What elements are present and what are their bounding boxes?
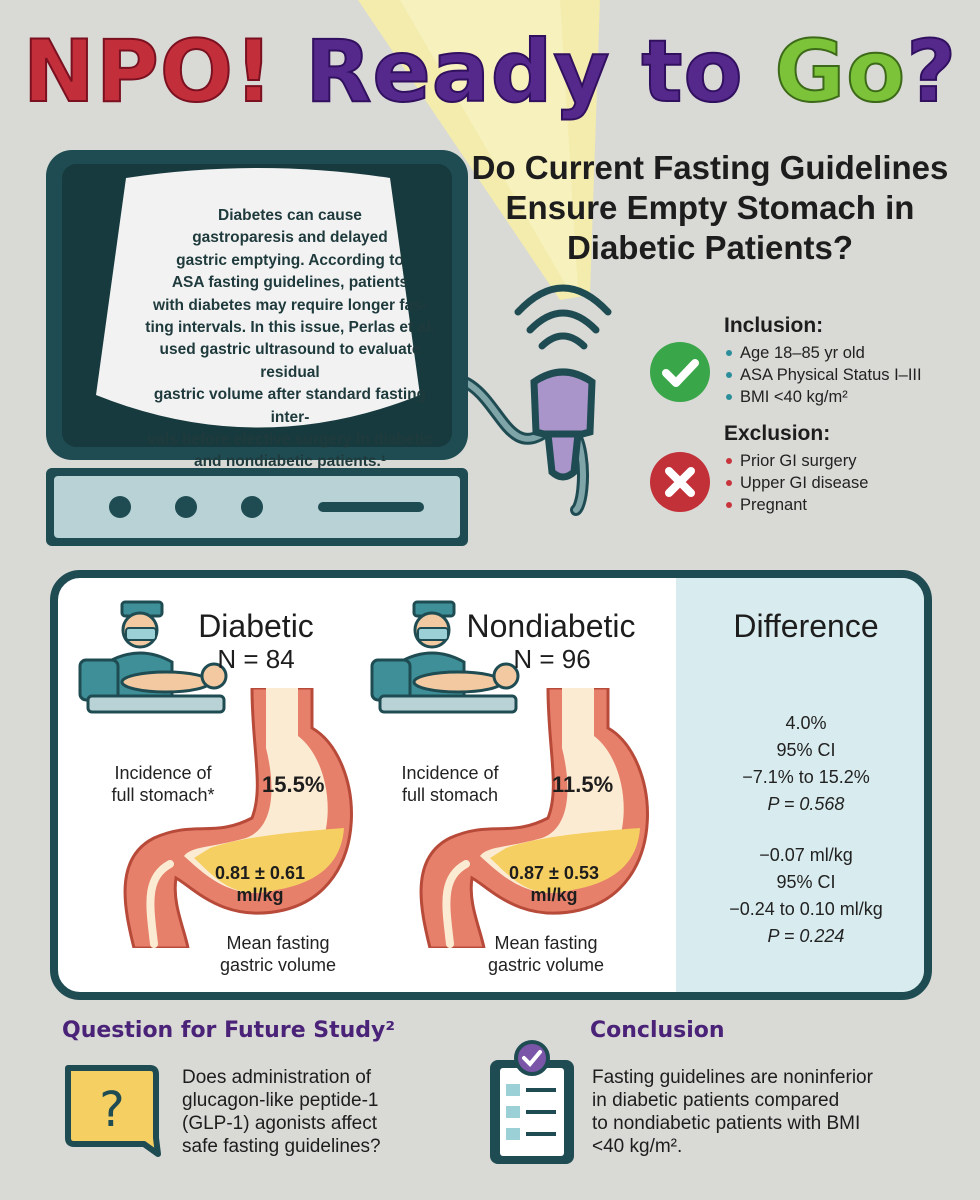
research-question: Do Current Fasting Guidelines Ensure Empty Stomach in Diabetic Patients?	[471, 149, 949, 266]
title-to: to	[641, 22, 744, 122]
diabetic-incidence-label: Incidence of full stomach*	[111, 763, 215, 805]
list-item: BMI <40 kg/m²	[724, 386, 974, 408]
intro-text: Diabetes can cause gastroparesis and delayed gastric emptying. According to ASA fasting guidelines, patients with diabetes may require longer fas- ting intervals. In this issue, Perlas et al. used gastric ultrasound to evaluate residual gastric volume after standard fasting inter- vals before elective surgery in diabetic and nondiabetic patients.¹	[145, 207, 435, 471]
x-icon	[648, 450, 712, 514]
inclusion-heading: Inclusion:	[724, 314, 824, 337]
clipboard-checklist-icon	[484, 1036, 580, 1168]
difference-title: Difference	[733, 608, 879, 644]
difference-incidence: 4.0% 95% CI −7.1% to 15.2% P = 0.568	[742, 713, 870, 814]
future-study-heading: Question for Future Study²	[62, 1018, 396, 1043]
inclusion-section	[724, 314, 974, 408]
diabetic-volume: 0.81 ± 0.61 ml/kg	[215, 863, 305, 905]
diabetic-n: N = 84	[217, 644, 295, 674]
svg-text:?: ?	[99, 1082, 125, 1138]
list-item: Prior GI surgery	[724, 450, 974, 472]
results-panel	[50, 570, 932, 1000]
inclusion-list	[724, 342, 974, 408]
list-item: ASA Physical Status I–III	[724, 364, 974, 386]
title-go: Go	[774, 22, 907, 122]
stomach-icon	[114, 688, 364, 948]
nondiabetic-incidence-value: 11.5%	[552, 772, 614, 797]
list-item: Upper GI disease	[724, 472, 974, 494]
conclusion-heading: Conclusion	[590, 1018, 725, 1043]
exclusion-list	[724, 450, 974, 516]
diabetic-incidence-value: 15.5%	[262, 772, 325, 797]
diabetic-mean-label: Mean fasting gastric volume	[219, 933, 337, 975]
list-item: Pregnant	[724, 494, 974, 516]
nondiabetic-n: N = 96	[513, 644, 591, 674]
nondiabetic-incidence-label: Incidence of full stomach	[401, 763, 499, 805]
infographic-title	[0, 22, 980, 122]
title-ready: Ready	[305, 22, 611, 122]
title-question-mark: ?	[906, 22, 958, 122]
exclusion-section	[724, 422, 974, 516]
question-mark-icon	[58, 1058, 162, 1162]
nondiabetic-mean-label: Mean fasting gastric volume	[487, 933, 605, 975]
stomach-icon	[410, 688, 660, 948]
ultrasound-probe-icon	[508, 272, 618, 512]
list-item: Age 18–85 yr old	[724, 342, 974, 364]
exclusion-heading: Exclusion:	[724, 422, 831, 445]
nondiabetic-title: Nondiabetic	[466, 608, 636, 644]
nondiabetic-volume: 0.87 ± 0.53 ml/kg	[509, 863, 599, 905]
check-icon	[648, 340, 712, 404]
conclusion-text: Fasting guidelines are noninferior in diabetic patients compared to nondiabetic patients with BMI <40 kg/m².	[592, 1067, 873, 1157]
title-npo: NPO!	[22, 22, 275, 122]
difference-volume: −0.07 ml/kg 95% CI −0.24 to 0.10 ml/kg P = 0.224	[729, 845, 883, 946]
diabetic-title: Diabetic	[198, 608, 314, 644]
future-study-text: Does administration of glucagon-like peptide-1 (GLP-1) agonists affect safe fasting guidelines?	[182, 1067, 381, 1157]
